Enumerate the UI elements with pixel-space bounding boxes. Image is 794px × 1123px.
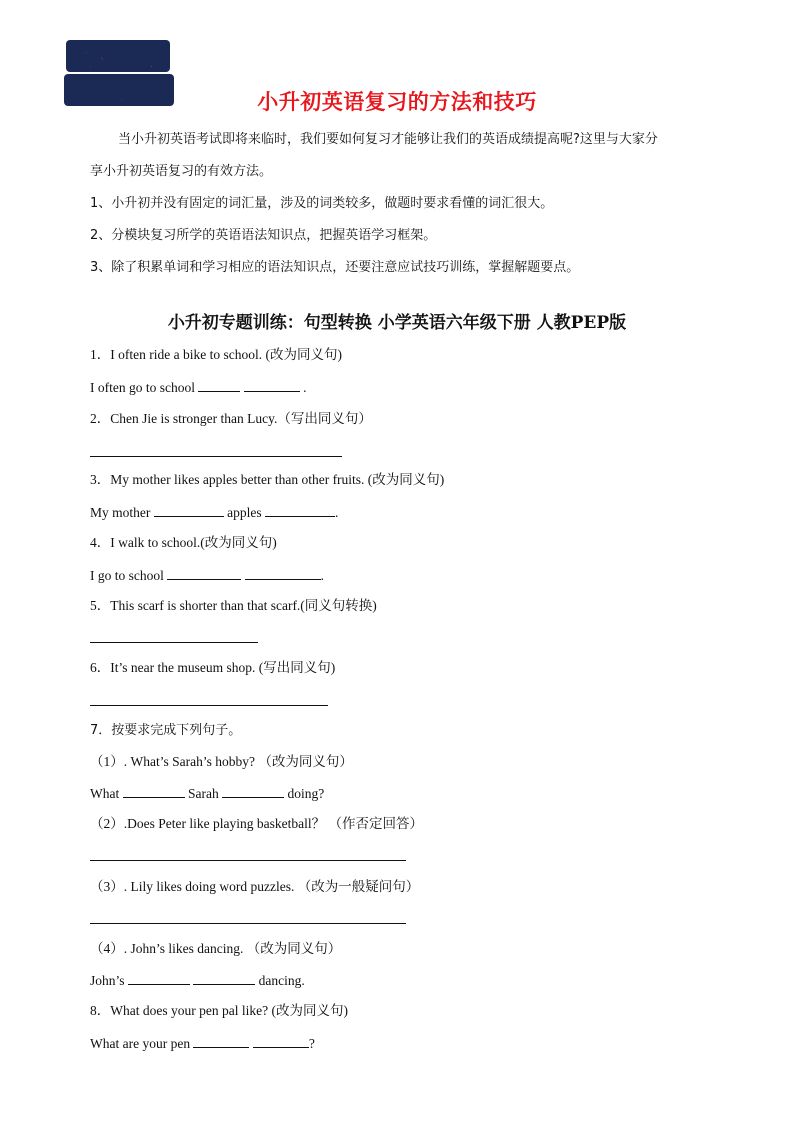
answer-blank[interactable] [123, 784, 185, 798]
answer-blank[interactable] [128, 971, 190, 985]
answer-text: What are your pen [90, 1036, 191, 1051]
question-8-prompt: 8．What does your pen pal like? (改为同义句) [90, 1003, 348, 1018]
question-7-1-answer [90, 784, 324, 803]
question-8-answer [90, 1034, 315, 1053]
question-3-prompt: 3．My mother likes apples better than other fruits. (改为同义句) [90, 472, 445, 487]
question-7-prompt: 7．按要求完成下列句子。 [90, 723, 242, 738]
question-1-prompt: 1．I often ride a bike to school. (改为同义句) [90, 347, 342, 362]
question-6-prompt: 6．It’s near the museum shop. (写出同义句) [90, 660, 336, 675]
answer-text: . [303, 380, 307, 395]
answer-blank[interactable] [193, 1034, 249, 1048]
section-title: 小升初专题训练：句型转换 小学英语六年级下册 人教PEP版 [167, 313, 627, 333]
question-2-prompt: 2．Chen Jie is stronger than Lucy.（写出同义句） [90, 411, 372, 426]
question-7-3-prompt: （3）. Lily likes doing word puzzles. （改为一般疑问句） [90, 879, 420, 894]
page-title: 小升初英语复习的方法和技巧 [257, 90, 537, 114]
question-7-2-prompt: （2）.Does Peter like playing basketball？ （作否定回答） [90, 816, 423, 831]
answer-text: John’s [90, 973, 125, 988]
question-1-answer [90, 378, 306, 397]
answer-blank[interactable] [253, 1034, 309, 1048]
question-4-answer [90, 566, 324, 585]
answer-blank[interactable] [198, 378, 240, 392]
answer-blank[interactable] [222, 784, 284, 798]
answer-text: apples [227, 505, 262, 520]
question-5-prompt: 5．This scarf is shorter than that scarf.(同义句转换) [90, 598, 377, 613]
answer-blank[interactable] [154, 503, 224, 517]
question-3-answer [90, 503, 338, 522]
question-7-4-answer [90, 971, 305, 990]
question-7-1-prompt: （1）. What’s Sarah’s hobby? （改为同义句） [90, 754, 353, 769]
intro-paragraph-line1: 当小升初英语考试即将来临时，我们要如何复习才能够让我们的英语成绩提高呢?这里与大家分 [118, 132, 658, 147]
answer-blank[interactable] [245, 566, 321, 580]
intro-paragraph-line2: 享小升初英语复习的有效方法。 [90, 164, 273, 179]
logo-line1: 小升初 [78, 43, 158, 73]
answer-line[interactable] [90, 860, 406, 861]
answer-blank[interactable] [193, 971, 255, 985]
answer-blank[interactable] [167, 566, 241, 580]
answer-text: . [320, 568, 324, 583]
answer-text: I often go to school [90, 380, 195, 395]
answer-blank[interactable] [244, 378, 300, 392]
question-4-prompt: 4．I walk to school.(改为同义句) [90, 535, 277, 550]
answer-text: dancing. [258, 973, 305, 988]
tip-item-2: 2、分模块复习所学的英语语法知识点，把握英语学习框架。 [90, 228, 437, 243]
logo-line2: 提分班 [78, 77, 158, 107]
question-7-4-prompt: （4）. John’s likes dancing. （改为同义句） [90, 941, 342, 956]
answer-text: I go to school [90, 568, 164, 583]
answer-text: doing? [287, 786, 325, 801]
answer-blank[interactable] [265, 503, 335, 517]
answer-text: . [335, 505, 339, 520]
answer-text: ? [308, 1036, 315, 1051]
answer-line[interactable] [90, 923, 406, 924]
answer-line[interactable] [90, 705, 328, 706]
tip-item-3: 3、除了积累单词和学习相应的语法知识点，还要注意应试技巧训练，掌握解题要点。 [90, 260, 580, 275]
answer-line[interactable] [90, 642, 258, 643]
answer-text: What [90, 786, 120, 801]
answer-text: My mother [90, 505, 151, 520]
tip-item-1: 1、小升初并没有固定的词汇量，涉及的词类较多，做题时要求看懂的词汇很大。 [90, 196, 554, 211]
answer-text: Sarah [188, 786, 219, 801]
answer-line[interactable] [90, 456, 342, 457]
